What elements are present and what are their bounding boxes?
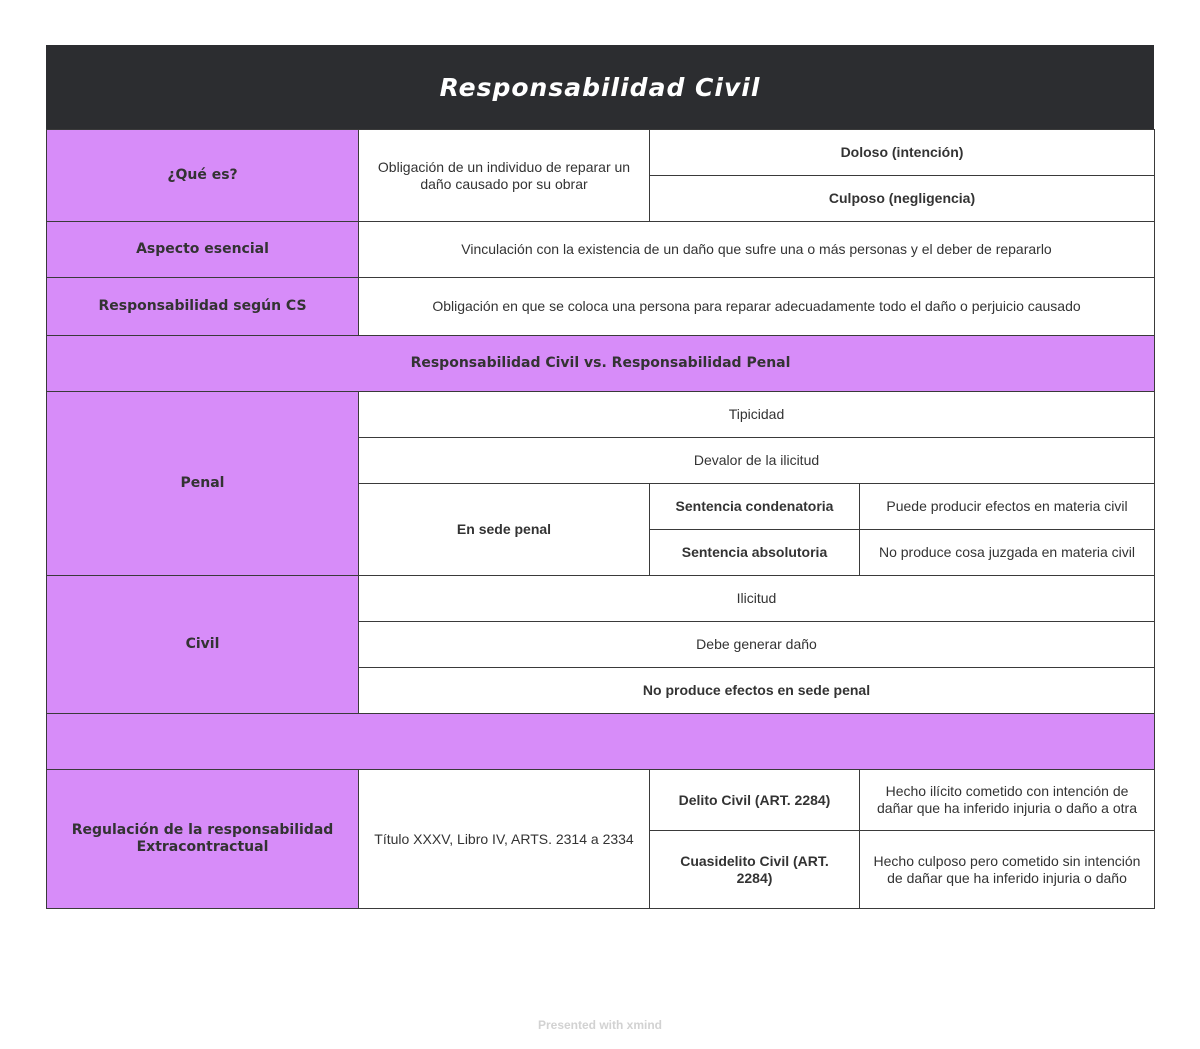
penal-item: Devalor de la ilicitud — [359, 438, 1155, 484]
aspecto-label: Aspecto esencial — [47, 222, 359, 278]
sentencia-absolutoria: Sentencia absolutoria — [650, 530, 860, 576]
comparison-heading: Responsabilidad Civil vs. Responsabilidad Penal — [47, 336, 1155, 392]
summary-table — [46, 129, 1155, 909]
delito-civil-desc: Hecho ilícito cometido con intención de dañar que ha inferido injuria o daño a otra — [860, 770, 1155, 831]
aspecto-text: Vinculación con la existencia de un daño que sufre una o más personas y el deber de repararlo — [359, 222, 1155, 278]
que-es-label: ¿Qué es? — [47, 130, 359, 222]
table-row — [47, 392, 1155, 438]
penal-item: Tipicidad — [359, 392, 1155, 438]
regulacion-label: Regulación de la responsabilidad Extracontractual — [47, 770, 359, 909]
sede-penal-label: En sede penal — [359, 484, 650, 576]
summary-sheet — [46, 45, 1154, 909]
table-row — [47, 770, 1155, 831]
cuasidelito-civil-desc: Hecho culposo pero cometido sin intención de dañar que ha inferido injuria o daño — [860, 831, 1155, 909]
table-row — [47, 336, 1155, 392]
cuasidelito-civil: Cuasidelito Civil (ART. 2284) — [650, 831, 860, 909]
footer-credit: Presented with xmind — [537, 1018, 663, 1032]
regulacion-titulo: Título XXXV, Libro IV, ARTS. 2314 a 2334 — [359, 770, 650, 909]
sentencia-condenatoria: Sentencia condenatoria — [650, 484, 860, 530]
delito-civil: Delito Civil (ART. 2284) — [650, 770, 860, 831]
sentencia-condenatoria-effect: Puede producir efectos en materia civil — [860, 484, 1155, 530]
table-row — [47, 576, 1155, 622]
segun-cs-text: Obligación en que se coloca una persona para reparar adecuadamente todo el daño o perjuicio causado — [359, 278, 1155, 336]
page-title: Responsabilidad Civil — [46, 45, 1154, 129]
type-doloso: Doloso (intención) — [650, 130, 1155, 176]
table-row — [47, 222, 1155, 278]
civil-label: Civil — [47, 576, 359, 714]
table-row — [47, 714, 1155, 770]
table-row — [47, 278, 1155, 336]
table-row — [47, 130, 1155, 176]
type-culposo: Culposo (negligencia) — [650, 176, 1155, 222]
penal-label: Penal — [47, 392, 359, 576]
civil-item: Ilicitud — [359, 576, 1155, 622]
civil-item: Debe generar daño — [359, 622, 1155, 668]
que-es-definition: Obligación de un individuo de reparar un daño causado por su obrar — [359, 130, 650, 222]
segun-cs-label: Responsabilidad según CS — [47, 278, 359, 336]
civil-item: No produce efectos en sede penal — [359, 668, 1155, 714]
sentencia-absolutoria-effect: No produce cosa juzgada en materia civil — [860, 530, 1155, 576]
empty-band — [47, 714, 1155, 770]
